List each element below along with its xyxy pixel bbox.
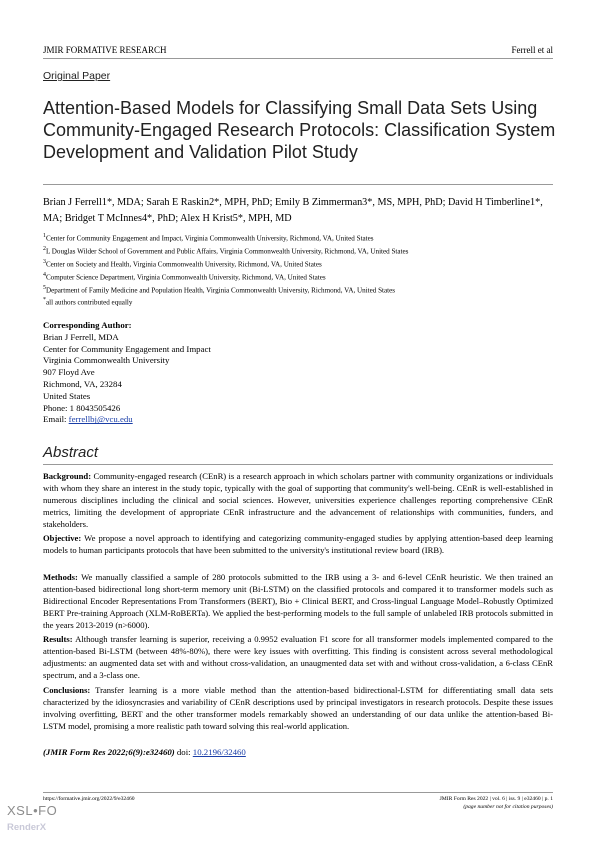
affiliation-5: $^5$Department of Family Medicine and Population Health, Virginia Commonwealth University, Richmond, VA, United States	[43, 285, 396, 295]
corr-line: Center for Community Engagement and Impact	[43, 343, 211, 354]
footer-url: https://formative.jmir.org/2022/9/e32460	[43, 796, 135, 802]
corresponding-heading: Corresponding Author:	[43, 320, 132, 330]
author-line-1: Brian J Ferrell1*, MDA; Sarah E Raskin2*, MPH, PhD; Emily B Zimmerman3*, MS, MPH, PhD; David H Timberline1*,	[43, 197, 543, 208]
corr-email-line: Email: ferrellbj@vcu.edu	[43, 414, 133, 425]
header-rule	[43, 58, 553, 59]
footer-page-info: JMIR Form Res 2022 | vol. 6 | iss. 9 | e32460 | p. 1	[439, 796, 553, 802]
title-rule	[43, 184, 553, 185]
footer-page-note: (page number not for citation purposes)	[463, 804, 553, 810]
abstract-objective: Objective: We propose a novel approach to identifying and categorizing community-engaged studies by applying attention-based deep learning models to human participants protocols that have been submitted to the university's institutional review board (IRB).	[43, 533, 553, 555]
abstract-results: Results: Although transfer learning is superior, receiving a 0.9952 evaluation F1 score for all transformer models implemented compared to the attention-based Bi-LSTM (between 48%-80%), there were key issues with overfitting. This finding is consistent across several methodological adjustments: an augmented data set with and without cross-validation, an unaugmented data set with and without cross-validation, a 6-class CEnR spectrum, and a 3-class one.	[43, 634, 553, 680]
affiliation-note: *all authors contributed equally	[43, 297, 133, 307]
affiliation-4: $^4$Computer Science Department, Virginia Commonwealth University, Richmond, VA, United States	[43, 272, 326, 282]
corresponding-author	[43, 320, 211, 426]
citation: (JMIR Form Res 2022;6(9):e32460) doi: 10.2196/32460	[43, 747, 246, 757]
author-list	[43, 195, 555, 226]
corr-line: Phone: 1 8043505426	[43, 402, 121, 413]
abstract-methods: Methods: We manually classified a sample of 280 protocols submitted to the IRB using a 3- and 6-level CEnR heuristic. We then trained an attention-based bidirectional long short-term memory unit (Bi-LSTM) on the classified protocols and compared it to transformer models such as Bidirectional Encoder Representations From Transformers (BERT), Bio + Clinical BERT, and Cross-lingual Language Model–Robustly Optimized BERT Pre-training Approach (XLM-RoBERTa). We applied the best-performing models to the full sample of unlabeled IRB protocols submitted in the years 2013-2019 (n>6000).	[43, 572, 553, 630]
abstract-conclusions: Conclusions: Transfer learning is a more viable method than the attention-based bidirectional-LSTM for differentiating small data sets characterized by the idiosyncrasies and variability of CEnR descriptions used by principal investigators in research protocols. Despite these issues involving overfitting, BERT and the other transformer models remarkably showed an understanding of our data unlike the attention-based Bi-LSTM model, promising a more realistic path toward solving this real-world application.	[43, 685, 553, 731]
citation-text: (JMIR Form Res 2022;6(9):e32460)	[43, 747, 175, 757]
corr-line: Brian J Ferrell, MDA	[43, 331, 119, 342]
article-title: Attention-Based Models for Classifying Small Data Sets Using Community-Engaged Research Protocols: Classification System Development and Validation Pilot Study	[43, 98, 556, 162]
renderx-logo: RenderX	[7, 822, 47, 833]
article-type: Original Paper	[43, 70, 111, 82]
author-line-2: MA; Bridget T McInnes4*, PhD; Alex H Krist5*, MPH, MD	[43, 212, 292, 224]
corr-line: Virginia Commonwealth University	[43, 355, 170, 366]
affiliation-2: $^2$L Douglas Wilder School of Government and Public Affairs, Virginia Commonwealth University, Richmond, VA, United States	[43, 246, 409, 256]
corr-line: Richmond, VA, 23284	[43, 378, 122, 389]
abstract-heading: Abstract	[43, 444, 99, 461]
abstract-background: Background: Community-engaged research (CEnR) is a research approach in which scholars partner with community organizations or individuals with whom they share an interest in the study topic, typically with the goal of supporting that community's well-being. CEnR is well-established in numerous disciplines including the clinical and social sciences. However, universities experience challenges reporting comprehensive CEnR metrics, limiting the development of appropriate CEnR infrastructure and the advancement of relationships with communities, funders, and stakeholders.	[43, 471, 553, 529]
affiliation-1: $^1$Center for Community Engagement and Impact, Virginia Commonwealth University, Richmond, VA, United States	[43, 233, 374, 243]
running-authors: Ferrell et al	[511, 45, 553, 55]
doi-link[interactable]: 10.2196/32460	[192, 747, 246, 757]
journal-name: JMIR FORMATIVE RESEARCH	[43, 45, 167, 55]
email-link[interactable]: ferrellbj@vcu.edu	[68, 414, 133, 425]
corr-line: United States	[43, 390, 91, 401]
xslfo-logo: XSL•FO	[7, 803, 58, 818]
abstract-rule	[43, 464, 553, 465]
footer-rule	[43, 792, 553, 793]
corr-line: 907 Floyd Ave	[43, 367, 95, 378]
affiliation-3: $^3$Center on Society and Health, Virginia Commonwealth University, Richmond, VA, United States	[43, 259, 322, 269]
